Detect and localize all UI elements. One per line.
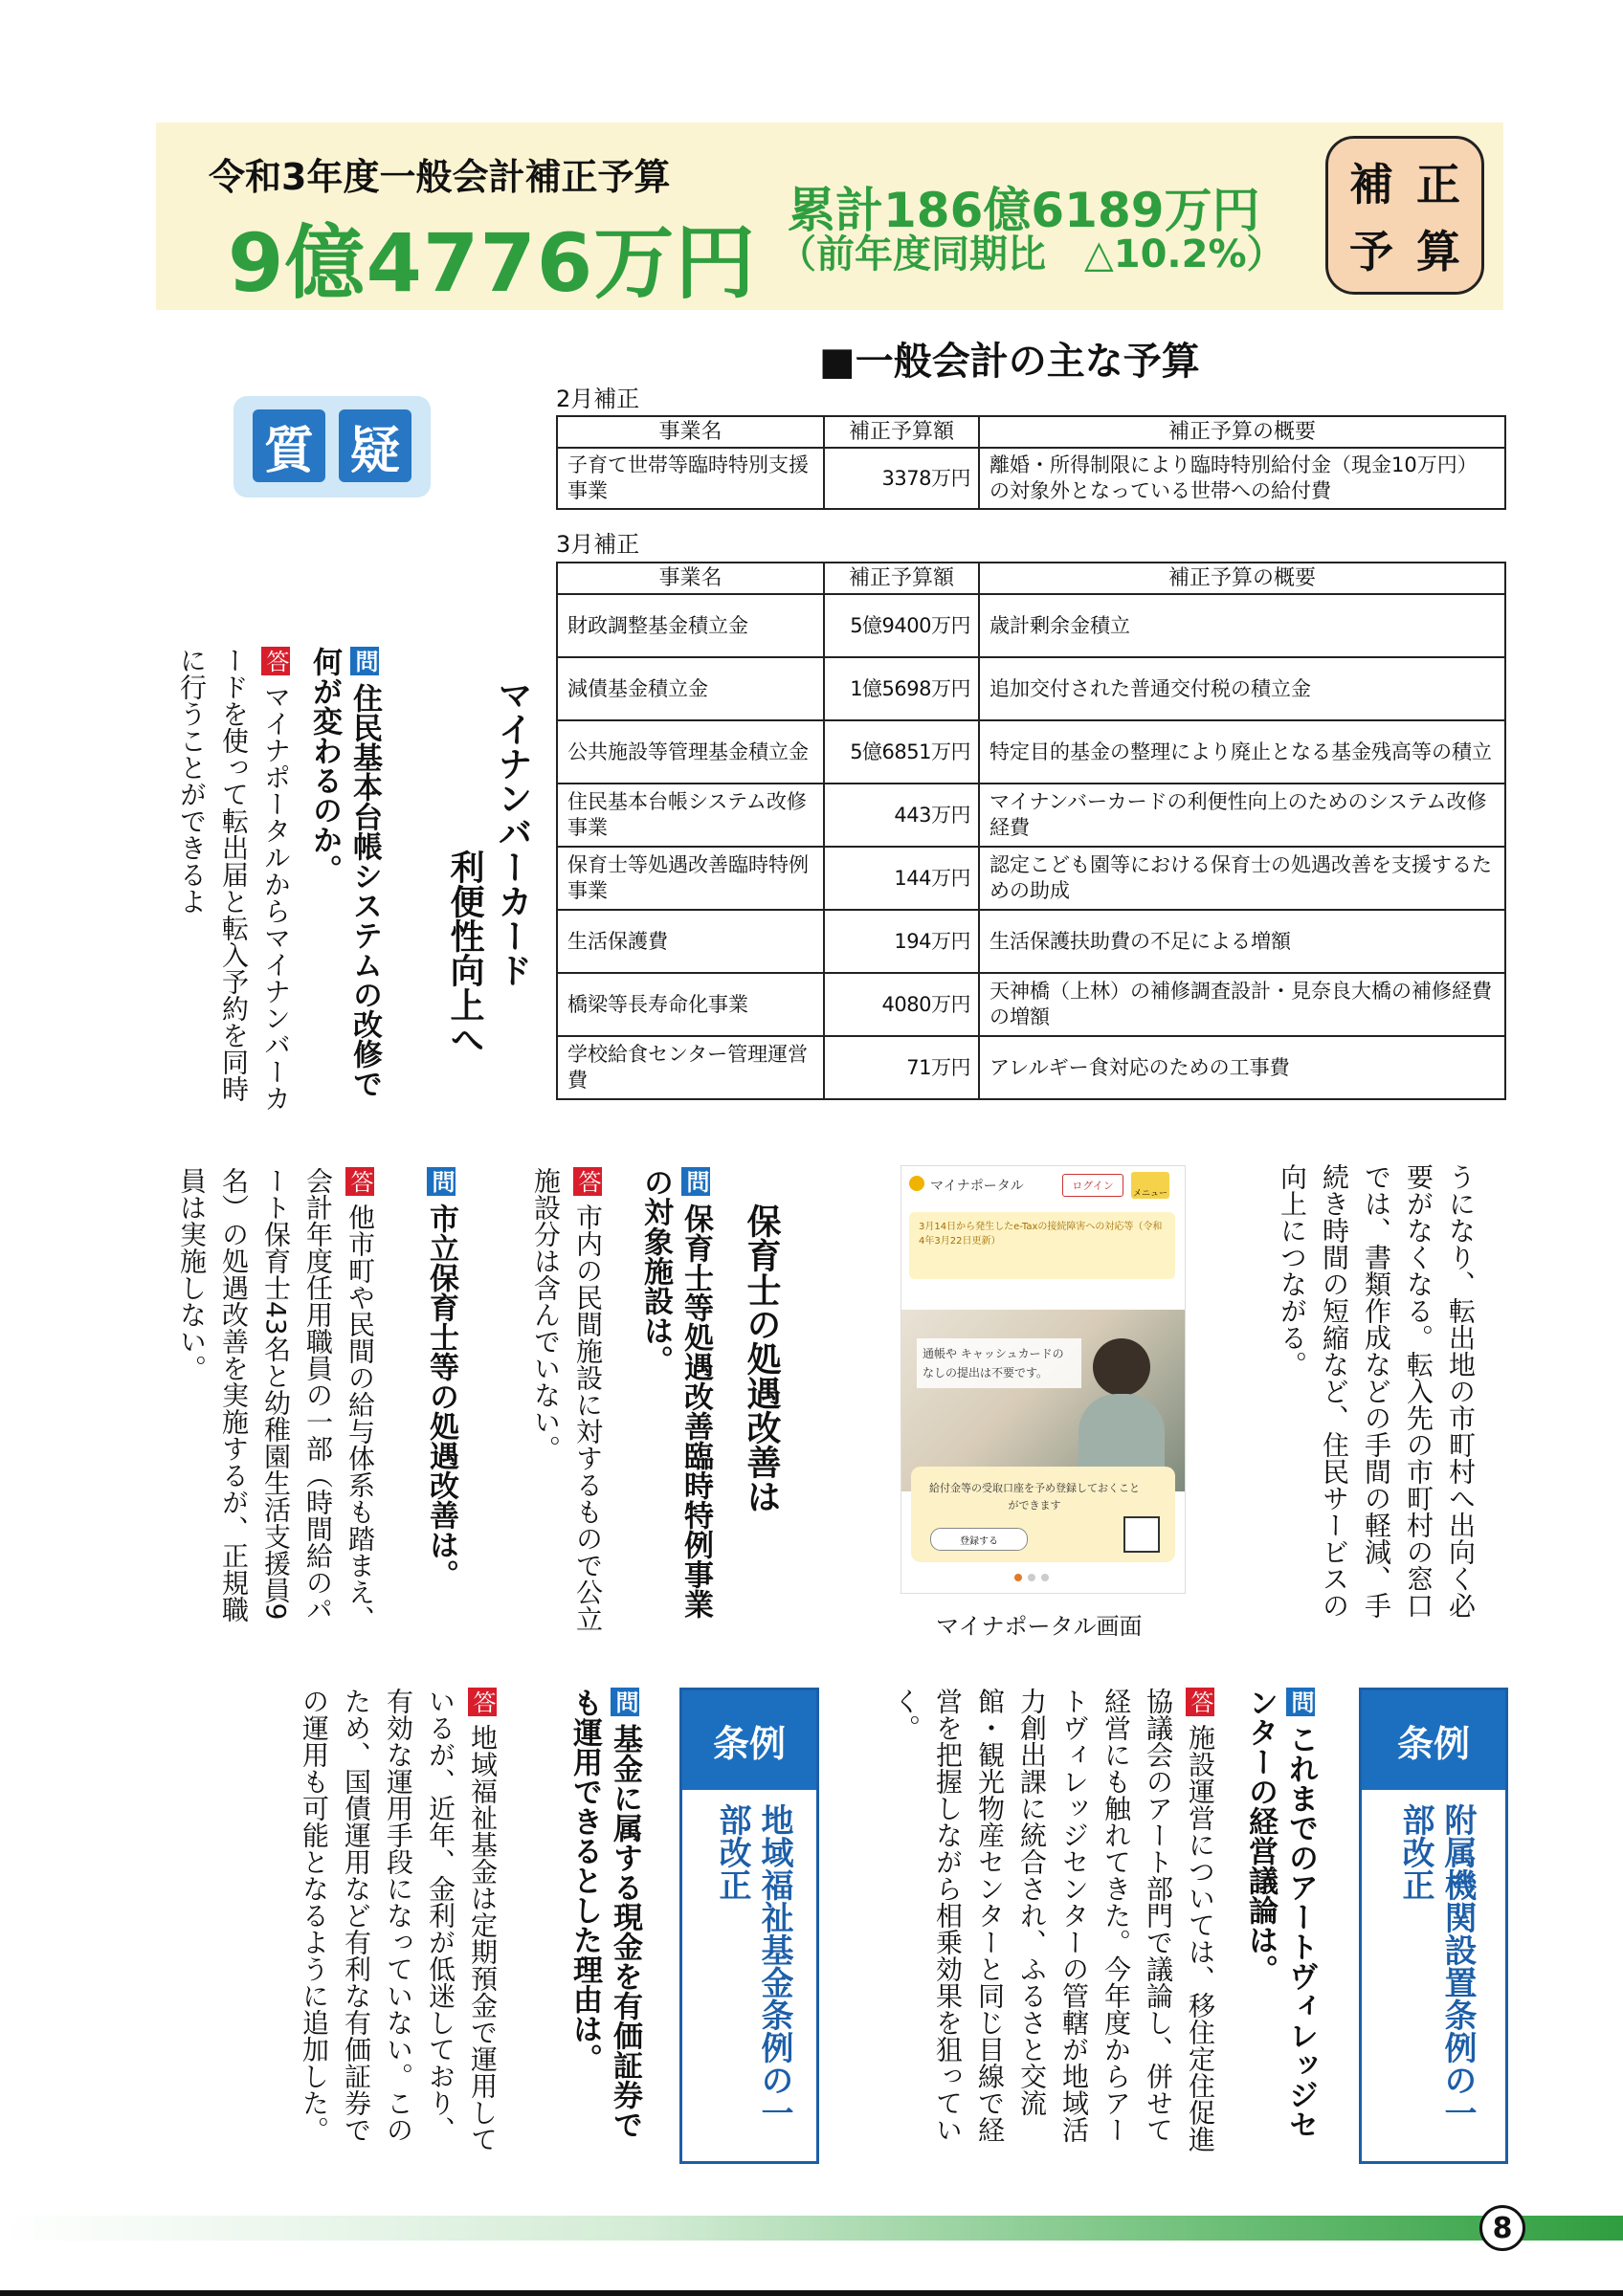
answer-text: 施設運営については、移住定住促進協議会のアート部門で議論し、併せて経営にも触れてきた。今年度からアートヴィレッジセンターの管轄が地域活力創出課に統合され、ふるさと交流館・観光物産センターと同じ目線で経営を把握しながら相乗効果を狙っていく。 (890, 1688, 1216, 2152)
ordinance-label: 条例 (682, 1690, 816, 1790)
question-text: これまでのアートヴィレッジセンターの経営議論は。 (1243, 1688, 1318, 2139)
answer-block (293, 1688, 503, 2160)
feb-budget-table (556, 415, 1506, 510)
article-heading: マイナンバーカード (493, 677, 532, 987)
question-mark-icon: 問 (611, 1688, 639, 1716)
project-amount: 3378万円 (824, 448, 979, 509)
ordinance-title: 附属機関設置条例の一部改正 (1396, 1803, 1477, 2129)
banner-ratio: （前年度同期比 △10.2%） (778, 232, 1285, 276)
table-row (557, 657, 1505, 720)
project-amount: 5億6851万円 (824, 720, 979, 784)
project-amount: 71万円 (824, 1036, 979, 1099)
mynaportal-screenshot (900, 1165, 1186, 1594)
tag-char: 補 (1349, 159, 1393, 210)
account-card[interactable] (911, 1467, 1175, 1562)
article-heading: 保育士の処遇改善は (742, 1203, 781, 1513)
answer-text: 他市町や民間の給与体系も踏まえ、会計年度任用職員の一部（時間給のパート保育士43名と幼稚園生活支援員9名）の処遇改善を実施するが、正規職員は実施しない。 (176, 1167, 376, 1632)
question-block (635, 1167, 716, 1642)
answer-mark-icon: 答 (468, 1688, 497, 1716)
answer-block (884, 1688, 1221, 2160)
question-text: 住民基本台帳システムの改修で何が変わるのか。 (307, 647, 382, 1098)
banner-total: 累計186億6189万円 (788, 183, 1260, 238)
column-header: 事業名 (557, 416, 824, 448)
answer-text: 市内の民間施設に対するもので公立施設分は含んでいない。 (530, 1167, 604, 1632)
person-silhouette (1093, 1338, 1150, 1396)
question-mark-icon: 問 (681, 1167, 710, 1196)
answer-block (170, 1167, 381, 1642)
question-block (304, 647, 385, 1119)
project-summary: 生活保護扶助費の不足による増額 (979, 910, 1505, 973)
tag-char: 予 (1349, 226, 1393, 277)
footer-band (0, 2216, 1623, 2241)
project-summary: マイナンバーカードの利便性向上のためのシステム改修経費 (979, 784, 1505, 847)
column-header: 補正予算額 (824, 563, 979, 594)
ordinance-box (679, 1688, 819, 2164)
answer-mark-icon: 答 (573, 1167, 602, 1196)
table-row (557, 847, 1505, 910)
question-block (421, 1167, 461, 1642)
ordinance-label: 条例 (1362, 1690, 1505, 1790)
ordinance-box (1359, 1688, 1508, 2164)
project-amount: 443万円 (824, 784, 979, 847)
feb-table-label: 2月補正 (556, 386, 640, 412)
tag-char: 算 (1416, 226, 1460, 277)
project-summary: 歳計剰余金積立 (979, 594, 1505, 657)
project-amount: 144万円 (824, 847, 979, 910)
section-heading: ■一般会計の主な予算 (819, 340, 1200, 384)
answer-mark-icon: 答 (345, 1167, 374, 1196)
project-name: 学校給食センター管理運営費 (557, 1036, 824, 1099)
project-summary: 離婚・所得制限により臨時特別給付金（現金10万円）の対象外となっている世帯への給付費 (979, 448, 1505, 509)
project-amount: 4080万円 (824, 973, 979, 1036)
banner-amount: 9億4776万円 (228, 216, 757, 310)
budget-banner (156, 122, 1503, 310)
article-subheading: 利便性向上へ (445, 850, 484, 1056)
project-name: 生活保護費 (557, 910, 824, 973)
column-header: 補正予算の概要 (979, 563, 1505, 594)
mynaportal-logo-icon (909, 1176, 924, 1191)
question-mark-icon: 問 (427, 1167, 456, 1196)
column-header: 補正予算額 (824, 416, 979, 448)
answer-continuation: うになり、転出地の市町村へ出向く必要がなくなる。転入先の市町村の窓口では、書類作成などの手間の軽減、手続き時間の短縮など、住民サービスの向上につながる。 (1277, 1163, 1477, 1619)
badge-char: 疑 (339, 409, 411, 482)
answer-block (170, 647, 297, 1119)
project-amount: 1億5698万円 (824, 657, 979, 720)
question-block (1240, 1688, 1321, 2160)
question-text: 市立保育士等の処遇改善は。 (424, 1203, 458, 1589)
badge-char: 質 (253, 409, 325, 482)
answer-text: 地域福祉基金は定期預金で運用しているが、近年、金利が低迷しており、有効な運用手段になっていない。このため、国債運用など有利な有価証券での運用も可能となるように追加した。 (299, 1688, 499, 2152)
table-row (557, 594, 1505, 657)
table-row (557, 720, 1505, 784)
answer-block (524, 1167, 609, 1642)
project-name: 子育て世帯等臨時特別支援事業 (557, 448, 824, 509)
column-header: 補正予算の概要 (979, 416, 1505, 448)
question-text: 保育士等処遇改善臨時特例事業の対象施設は。 (638, 1167, 713, 1619)
mar-table-label: 3月補正 (556, 531, 640, 558)
bottom-rule (0, 2290, 1623, 2296)
project-name: 減債基金積立金 (557, 657, 824, 720)
table-row (557, 1036, 1505, 1099)
question-mark-icon: 問 (1286, 1688, 1315, 1716)
hero-text: 通帳や キャッシュカードの なしの提出は不要です。 (917, 1338, 1081, 1388)
supplementary-budget-tag (1325, 136, 1484, 295)
register-button[interactable]: 登録する (930, 1528, 1028, 1551)
carousel-dot-icon[interactable] (1014, 1574, 1022, 1581)
question-block (565, 1688, 645, 2160)
project-name: 橋梁等長寿命化事業 (557, 973, 824, 1036)
project-summary: 追加交付された普通交付税の積立金 (979, 657, 1505, 720)
account-card-text: 給付金等の受取口座を予め登録しておくことができます (929, 1482, 1140, 1512)
project-summary: 天神橋（上林）の補修調査設計・見奈良大橋の補修経費の増額 (979, 973, 1505, 1036)
column-header: 事業名 (557, 563, 824, 594)
project-name: 財政調整基金積立金 (557, 594, 824, 657)
table-header-row (557, 416, 1505, 448)
table-row (557, 910, 1505, 973)
answer-mark-icon: 答 (1186, 1688, 1214, 1716)
notice-banner[interactable]: 3月14日から発生したe-Taxの接続障害への対応等（令和4年3月22日更新） (909, 1212, 1175, 1279)
answer-text: マイナポータルからマイナンバーカードを使って転出届と転入予約を同時に行うことができるよ (176, 647, 292, 1112)
mynaportal-logo: マイナポータル (930, 1179, 1024, 1194)
page-number: 8 (1479, 2205, 1525, 2251)
project-summary: 特定目的基金の整理により廃止となる基金残高等の積立 (979, 720, 1505, 784)
photo-caption: マイナポータル画面 (936, 1613, 1143, 1640)
ordinance-title: 地域福祉基金条例の一部改正 (713, 1803, 793, 2129)
project-name: 住民基本台帳システム改修事業 (557, 784, 824, 847)
hero-image (901, 1310, 1185, 1491)
project-summary: アレルギー食対応のための工事費 (979, 1036, 1505, 1099)
menu-button[interactable]: メニュー (1131, 1172, 1169, 1199)
qr-code-icon (1123, 1516, 1160, 1553)
tag-char: 正 (1416, 159, 1460, 210)
question-text: 基金に属する現金を有価証券でも運用できるとした理由は。 (567, 1688, 642, 2139)
project-name: 保育士等処遇改善臨時特例事業 (557, 847, 824, 910)
project-summary: 認定こども園等における保育士の処遇改善を支援するための助成 (979, 847, 1505, 910)
table-row (557, 784, 1505, 847)
project-name: 公共施設等管理基金積立金 (557, 720, 824, 784)
mar-budget-table (556, 562, 1506, 1100)
carousel-dot-icon[interactable] (1041, 1574, 1049, 1581)
question-mark-icon: 問 (350, 647, 379, 675)
banner-title: 令和3年度一般会計補正予算 (209, 156, 671, 198)
table-row (557, 973, 1505, 1036)
carousel-dot-icon[interactable] (1028, 1574, 1035, 1581)
answer-mark-icon: 答 (261, 647, 290, 675)
project-amount: 5億9400万円 (824, 594, 979, 657)
project-amount: 194万円 (824, 910, 979, 973)
table-header-row (557, 563, 1505, 594)
table-row (557, 448, 1505, 509)
qa-badge (233, 396, 431, 497)
login-button[interactable]: ログイン (1062, 1174, 1123, 1197)
